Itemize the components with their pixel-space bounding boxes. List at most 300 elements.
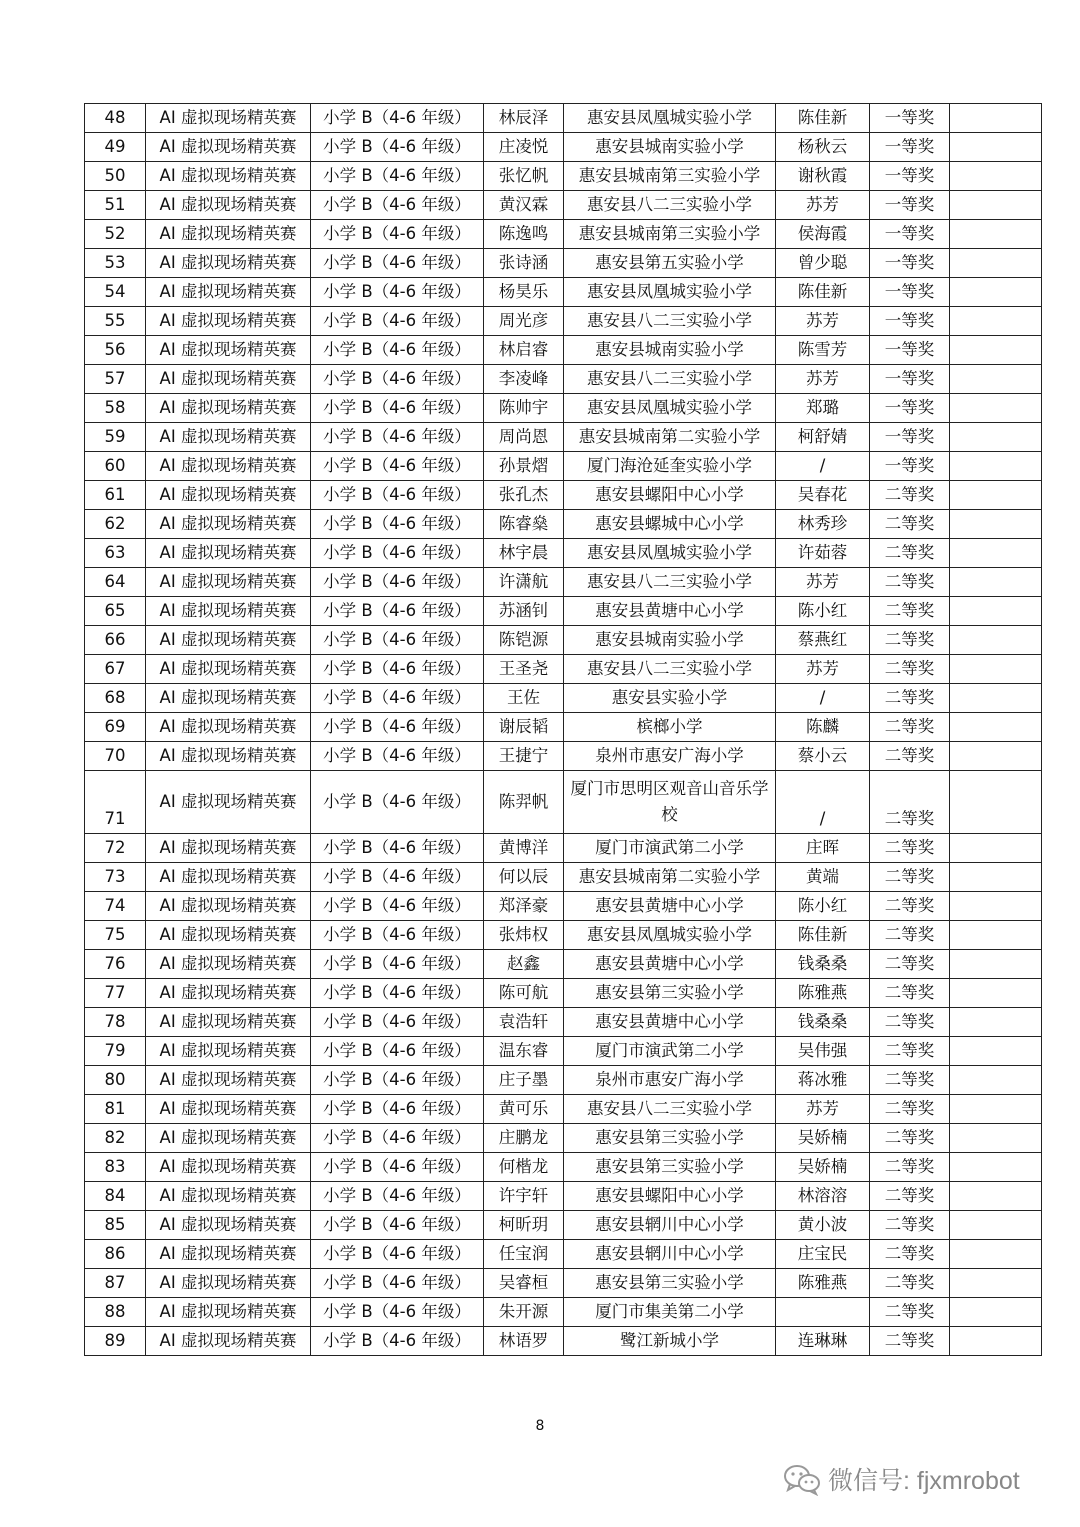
- cell-teacher: 陈佳新: [776, 278, 870, 307]
- cell-student-name: 赵鑫: [484, 950, 564, 979]
- cell-note: [950, 133, 1042, 162]
- cell-note: [950, 394, 1042, 423]
- cell-group: 小学 B（4-6 年级）: [311, 713, 484, 742]
- cell-teacher: 陈雪芳: [776, 336, 870, 365]
- cell-school: 惠安县城南第二实验小学: [564, 863, 776, 892]
- cell-note: [950, 1066, 1042, 1095]
- cell-student-name: 吴睿桓: [484, 1269, 564, 1298]
- cell-event: AI 虚拟现场精英赛: [146, 597, 311, 626]
- cell-teacher: 吴娇楠: [776, 1153, 870, 1182]
- table-row: [85, 921, 1042, 950]
- table-row: [85, 1298, 1042, 1327]
- table-row: [85, 834, 1042, 863]
- cell-school: 惠安县城南第二实验小学: [564, 423, 776, 452]
- cell-event: AI 虚拟现场精英赛: [146, 1037, 311, 1066]
- cell-no: 54: [85, 278, 146, 307]
- cell-student-name: 何以辰: [484, 863, 564, 892]
- cell-no: 52: [85, 220, 146, 249]
- cell-award: 一等奖: [870, 191, 950, 220]
- table-row: [85, 597, 1042, 626]
- cell-school: 惠安县凤凰城实验小学: [564, 539, 776, 568]
- table-row: [85, 539, 1042, 568]
- table-row: [85, 365, 1042, 394]
- cell-student-name: 柯昕玥: [484, 1211, 564, 1240]
- cell-note: [950, 1124, 1042, 1153]
- cell-note: [950, 863, 1042, 892]
- cell-no: 79: [85, 1037, 146, 1066]
- cell-no: 50: [85, 162, 146, 191]
- cell-event: AI 虚拟现场精英赛: [146, 684, 311, 713]
- cell-school: 鹭江新城小学: [564, 1327, 776, 1356]
- cell-teacher: /: [776, 771, 870, 834]
- cell-note: [950, 1327, 1042, 1356]
- cell-teacher: 黄端: [776, 863, 870, 892]
- cell-no: 57: [85, 365, 146, 394]
- cell-award: 二等奖: [870, 1095, 950, 1124]
- table-row: [85, 394, 1042, 423]
- table-row: [85, 626, 1042, 655]
- cell-award: 二等奖: [870, 684, 950, 713]
- cell-award: 二等奖: [870, 771, 950, 834]
- cell-teacher: 蔡小云: [776, 742, 870, 771]
- cell-school: 惠安县凤凰城实验小学: [564, 278, 776, 307]
- cell-student-name: 黄博洋: [484, 834, 564, 863]
- cell-award: 二等奖: [870, 539, 950, 568]
- cell-student-name: 朱开源: [484, 1298, 564, 1327]
- cell-group: 小学 B（4-6 年级）: [311, 950, 484, 979]
- cell-group: 小学 B（4-6 年级）: [311, 1298, 484, 1327]
- cell-group: 小学 B（4-6 年级）: [311, 1211, 484, 1240]
- cell-school: 惠安县辋川中心小学: [564, 1240, 776, 1269]
- cell-event: AI 虚拟现场精英赛: [146, 1211, 311, 1240]
- cell-no: 83: [85, 1153, 146, 1182]
- cell-event: AI 虚拟现场精英赛: [146, 892, 311, 921]
- cell-award: 二等奖: [870, 481, 950, 510]
- cell-event: AI 虚拟现场精英赛: [146, 834, 311, 863]
- cell-teacher: 连琳琳: [776, 1327, 870, 1356]
- table-row: [85, 133, 1042, 162]
- cell-note: [950, 481, 1042, 510]
- cell-note: [950, 568, 1042, 597]
- cell-student-name: 陈逸鸣: [484, 220, 564, 249]
- cell-student-name: 陈羿帆: [484, 771, 564, 834]
- cell-teacher: 苏芳: [776, 191, 870, 220]
- table-row: [85, 452, 1042, 481]
- cell-teacher: 苏芳: [776, 307, 870, 336]
- table-row: [85, 771, 1042, 834]
- cell-student-name: 陈睿燊: [484, 510, 564, 539]
- cell-note: [950, 249, 1042, 278]
- table-row: [85, 104, 1042, 133]
- cell-student-name: 林辰泽: [484, 104, 564, 133]
- cell-student-name: 温东睿: [484, 1037, 564, 1066]
- cell-award: 二等奖: [870, 626, 950, 655]
- cell-no: 58: [85, 394, 146, 423]
- cell-student-name: 王佐: [484, 684, 564, 713]
- cell-note: [950, 892, 1042, 921]
- cell-no: 67: [85, 655, 146, 684]
- cell-teacher: 陈小红: [776, 892, 870, 921]
- cell-student-name: 王捷宁: [484, 742, 564, 771]
- cell-school: 惠安县螺阳中心小学: [564, 1182, 776, 1211]
- cell-school: 泉州市惠安广海小学: [564, 742, 776, 771]
- cell-teacher: 吴伟强: [776, 1037, 870, 1066]
- cell-student-name: 张孔杰: [484, 481, 564, 510]
- wechat-watermark: [782, 1461, 1062, 1497]
- cell-school: 惠安县八二三实验小学: [564, 191, 776, 220]
- cell-group: 小学 B（4-6 年级）: [311, 307, 484, 336]
- cell-event: AI 虚拟现场精英赛: [146, 1095, 311, 1124]
- cell-note: [950, 452, 1042, 481]
- cell-school: 惠安县第三实验小学: [564, 979, 776, 1008]
- cell-teacher: 林秀珍: [776, 510, 870, 539]
- cell-group: 小学 B（4-6 年级）: [311, 220, 484, 249]
- cell-teacher: 林溶溶: [776, 1182, 870, 1211]
- cell-group: 小学 B（4-6 年级）: [311, 162, 484, 191]
- cell-school: 惠安县城南实验小学: [564, 626, 776, 655]
- cell-teacher: 庄宝民: [776, 1240, 870, 1269]
- cell-award: 二等奖: [870, 1182, 950, 1211]
- table-row: [85, 191, 1042, 220]
- cell-teacher: 苏芳: [776, 1095, 870, 1124]
- cell-note: [950, 510, 1042, 539]
- cell-teacher: [776, 1298, 870, 1327]
- cell-event: AI 虚拟现场精英赛: [146, 1298, 311, 1327]
- cell-event: AI 虚拟现场精英赛: [146, 481, 311, 510]
- cell-note: [950, 278, 1042, 307]
- cell-no: 59: [85, 423, 146, 452]
- cell-no: 48: [85, 104, 146, 133]
- cell-award: 一等奖: [870, 104, 950, 133]
- cell-group: 小学 B（4-6 年级）: [311, 510, 484, 539]
- cell-event: AI 虚拟现场精英赛: [146, 539, 311, 568]
- cell-event: AI 虚拟现场精英赛: [146, 742, 311, 771]
- cell-event: AI 虚拟现场精英赛: [146, 365, 311, 394]
- cell-teacher: 郑璐: [776, 394, 870, 423]
- cell-group: 小学 B（4-6 年级）: [311, 1037, 484, 1066]
- cell-event: AI 虚拟现场精英赛: [146, 423, 311, 452]
- cell-group: 小学 B（4-6 年级）: [311, 1066, 484, 1095]
- table-row: [85, 1182, 1042, 1211]
- cell-group: 小学 B（4-6 年级）: [311, 655, 484, 684]
- cell-group: 小学 B（4-6 年级）: [311, 1124, 484, 1153]
- cell-no: 68: [85, 684, 146, 713]
- cell-note: [950, 1095, 1042, 1124]
- table-row: [85, 863, 1042, 892]
- cell-group: 小学 B（4-6 年级）: [311, 336, 484, 365]
- cell-group: 小学 B（4-6 年级）: [311, 568, 484, 597]
- cell-student-name: 林启睿: [484, 336, 564, 365]
- cell-teacher: 吴春花: [776, 481, 870, 510]
- cell-award: 一等奖: [870, 394, 950, 423]
- cell-teacher: 钱桑桑: [776, 1008, 870, 1037]
- cell-event: AI 虚拟现场精英赛: [146, 394, 311, 423]
- cell-school: 惠安县凤凰城实验小学: [564, 921, 776, 950]
- cell-student-name: 何楷龙: [484, 1153, 564, 1182]
- cell-school: 惠安县八二三实验小学: [564, 655, 776, 684]
- cell-school: 惠安县八二三实验小学: [564, 1095, 776, 1124]
- cell-group: 小学 B（4-6 年级）: [311, 742, 484, 771]
- cell-event: AI 虚拟现场精英赛: [146, 452, 311, 481]
- cell-no: 62: [85, 510, 146, 539]
- cell-student-name: 陈铠源: [484, 626, 564, 655]
- cell-group: 小学 B（4-6 年级）: [311, 979, 484, 1008]
- cell-note: [950, 365, 1042, 394]
- cell-note: [950, 1211, 1042, 1240]
- cell-no: 60: [85, 452, 146, 481]
- cell-event: AI 虚拟现场精英赛: [146, 510, 311, 539]
- table-body: [85, 104, 1042, 1356]
- cell-no: 88: [85, 1298, 146, 1327]
- cell-student-name: 庄子墨: [484, 1066, 564, 1095]
- cell-note: [950, 104, 1042, 133]
- cell-award: 二等奖: [870, 1124, 950, 1153]
- cell-group: 小学 B（4-6 年级）: [311, 1327, 484, 1356]
- cell-event: AI 虚拟现场精英赛: [146, 863, 311, 892]
- cell-school: 惠安县凤凰城实验小学: [564, 394, 776, 423]
- cell-event: AI 虚拟现场精英赛: [146, 626, 311, 655]
- cell-note: [950, 191, 1042, 220]
- cell-school: 惠安县第三实验小学: [564, 1124, 776, 1153]
- cell-event: AI 虚拟现场精英赛: [146, 220, 311, 249]
- cell-event: AI 虚拟现场精英赛: [146, 568, 311, 597]
- cell-note: [950, 1153, 1042, 1182]
- table-row: [85, 1153, 1042, 1182]
- cell-student-name: 郑泽豪: [484, 892, 564, 921]
- cell-group: 小学 B（4-6 年级）: [311, 684, 484, 713]
- cell-school: 惠安县辋川中心小学: [564, 1211, 776, 1240]
- cell-note: [950, 1240, 1042, 1269]
- cell-event: AI 虚拟现场精英赛: [146, 162, 311, 191]
- cell-event: AI 虚拟现场精英赛: [146, 979, 311, 1008]
- cell-student-name: 张诗涵: [484, 249, 564, 278]
- cell-group: 小学 B（4-6 年级）: [311, 771, 484, 834]
- cell-note: [950, 336, 1042, 365]
- cell-teacher: 陈小红: [776, 597, 870, 626]
- cell-school: 惠安县城南实验小学: [564, 133, 776, 162]
- cell-note: [950, 771, 1042, 834]
- cell-school: 厦门市演武第二小学: [564, 834, 776, 863]
- table-row: [85, 950, 1042, 979]
- cell-no: 78: [85, 1008, 146, 1037]
- cell-no: 72: [85, 834, 146, 863]
- cell-teacher: 侯海霞: [776, 220, 870, 249]
- cell-teacher: 陈佳新: [776, 921, 870, 950]
- table-row: [85, 307, 1042, 336]
- table-row: [85, 1008, 1042, 1037]
- table-row: [85, 742, 1042, 771]
- cell-event: AI 虚拟现场精英赛: [146, 1066, 311, 1095]
- cell-note: [950, 220, 1042, 249]
- cell-event: AI 虚拟现场精英赛: [146, 104, 311, 133]
- cell-note: [950, 834, 1042, 863]
- cell-event: AI 虚拟现场精英赛: [146, 771, 311, 834]
- watermark-text: 微信号: fjxmrobot: [828, 1467, 1020, 1495]
- cell-no: 82: [85, 1124, 146, 1153]
- cell-student-name: 王圣尧: [484, 655, 564, 684]
- cell-event: AI 虚拟现场精英赛: [146, 921, 311, 950]
- cell-student-name: 孙景熠: [484, 452, 564, 481]
- cell-event: AI 虚拟现场精英赛: [146, 1269, 311, 1298]
- cell-award: 二等奖: [870, 979, 950, 1008]
- cell-school: 惠安县凤凰城实验小学: [564, 104, 776, 133]
- cell-event: AI 虚拟现场精英赛: [146, 713, 311, 742]
- cell-award: 一等奖: [870, 220, 950, 249]
- cell-no: 71: [85, 771, 146, 834]
- cell-award: 二等奖: [870, 742, 950, 771]
- cell-no: 73: [85, 863, 146, 892]
- cell-award: 二等奖: [870, 863, 950, 892]
- cell-award: 二等奖: [870, 1269, 950, 1298]
- cell-note: [950, 742, 1042, 771]
- page-number: 8: [535, 1418, 545, 1434]
- cell-no: 61: [85, 481, 146, 510]
- cell-award: 一等奖: [870, 249, 950, 278]
- cell-no: 80: [85, 1066, 146, 1095]
- cell-school: 惠安县八二三实验小学: [564, 568, 776, 597]
- cell-award: 二等奖: [870, 950, 950, 979]
- cell-event: AI 虚拟现场精英赛: [146, 1008, 311, 1037]
- cell-no: 77: [85, 979, 146, 1008]
- cell-award: 二等奖: [870, 510, 950, 539]
- cell-event: AI 虚拟现场精英赛: [146, 1240, 311, 1269]
- cell-student-name: 陈帅宇: [484, 394, 564, 423]
- cell-award: 二等奖: [870, 921, 950, 950]
- cell-school: 厦门海沧延奎实验小学: [564, 452, 776, 481]
- cell-group: 小学 B（4-6 年级）: [311, 249, 484, 278]
- cell-no: 89: [85, 1327, 146, 1356]
- cell-group: 小学 B（4-6 年级）: [311, 1153, 484, 1182]
- cell-note: [950, 626, 1042, 655]
- cell-award: 二等奖: [870, 655, 950, 684]
- cell-school: 惠安县黄塘中心小学: [564, 892, 776, 921]
- cell-no: 55: [85, 307, 146, 336]
- cell-award: 一等奖: [870, 307, 950, 336]
- cell-student-name: 袁浩轩: [484, 1008, 564, 1037]
- cell-note: [950, 162, 1042, 191]
- cell-note: [950, 921, 1042, 950]
- cell-group: 小学 B（4-6 年级）: [311, 191, 484, 220]
- cell-event: AI 虚拟现场精英赛: [146, 655, 311, 684]
- table-row: [85, 423, 1042, 452]
- cell-note: [950, 307, 1042, 336]
- cell-no: 69: [85, 713, 146, 742]
- cell-event: AI 虚拟现场精英赛: [146, 191, 311, 220]
- table-row: [85, 1240, 1042, 1269]
- cell-student-name: 谢辰韬: [484, 713, 564, 742]
- cell-award: 二等奖: [870, 834, 950, 863]
- cell-student-name: 周尚恩: [484, 423, 564, 452]
- table-row: [85, 1124, 1042, 1153]
- cell-student-name: 李凌峰: [484, 365, 564, 394]
- cell-group: 小学 B（4-6 年级）: [311, 133, 484, 162]
- cell-school: 泉州市惠安广海小学: [564, 1066, 776, 1095]
- cell-award: 二等奖: [870, 1240, 950, 1269]
- cell-student-name: 苏涵钊: [484, 597, 564, 626]
- cell-group: 小学 B（4-6 年级）: [311, 539, 484, 568]
- table-row: [85, 220, 1042, 249]
- cell-event: AI 虚拟现场精英赛: [146, 1327, 311, 1356]
- cell-teacher: 陈佳新: [776, 104, 870, 133]
- cell-note: [950, 655, 1042, 684]
- cell-student-name: 黄可乐: [484, 1095, 564, 1124]
- cell-school: 惠安县城南实验小学: [564, 336, 776, 365]
- cell-award: 二等奖: [870, 597, 950, 626]
- cell-note: [950, 979, 1042, 1008]
- table-row: [85, 1095, 1042, 1124]
- cell-group: 小学 B（4-6 年级）: [311, 452, 484, 481]
- cell-no: 65: [85, 597, 146, 626]
- cell-group: 小学 B（4-6 年级）: [311, 1095, 484, 1124]
- cell-school: 厦门市思明区观音山音乐学校: [564, 771, 776, 834]
- cell-note: [950, 713, 1042, 742]
- wechat-icon: [782, 1462, 822, 1496]
- cell-student-name: 张炜权: [484, 921, 564, 950]
- cell-teacher: 柯舒婧: [776, 423, 870, 452]
- table-row: [85, 1327, 1042, 1356]
- cell-note: [950, 1298, 1042, 1327]
- table-row: [85, 249, 1042, 278]
- cell-no: 84: [85, 1182, 146, 1211]
- cell-no: 70: [85, 742, 146, 771]
- table-row: [85, 713, 1042, 742]
- cell-student-name: 任宝润: [484, 1240, 564, 1269]
- cell-school: 惠安县八二三实验小学: [564, 307, 776, 336]
- cell-group: 小学 B（4-6 年级）: [311, 597, 484, 626]
- cell-school: 惠安县黄塘中心小学: [564, 1008, 776, 1037]
- cell-note: [950, 1269, 1042, 1298]
- cell-award: 二等奖: [870, 1327, 950, 1356]
- table-row: [85, 278, 1042, 307]
- cell-student-name: 许宇轩: [484, 1182, 564, 1211]
- table-row: [85, 1269, 1042, 1298]
- cell-student-name: 周光彦: [484, 307, 564, 336]
- cell-no: 81: [85, 1095, 146, 1124]
- cell-no: 63: [85, 539, 146, 568]
- table-row: [85, 684, 1042, 713]
- cell-school: 惠安县城南第三实验小学: [564, 220, 776, 249]
- cell-note: [950, 539, 1042, 568]
- cell-award: 二等奖: [870, 713, 950, 742]
- cell-teacher: 苏芳: [776, 365, 870, 394]
- table-row: [85, 1037, 1042, 1066]
- cell-group: 小学 B（4-6 年级）: [311, 1182, 484, 1211]
- cell-teacher: 钱桑桑: [776, 950, 870, 979]
- cell-teacher: /: [776, 452, 870, 481]
- cell-event: AI 虚拟现场精英赛: [146, 950, 311, 979]
- cell-student-name: 杨昊乐: [484, 278, 564, 307]
- cell-no: 75: [85, 921, 146, 950]
- cell-teacher: 曾少聪: [776, 249, 870, 278]
- cell-school: 惠安县黄塘中心小学: [564, 597, 776, 626]
- cell-teacher: 苏芳: [776, 655, 870, 684]
- cell-award: 二等奖: [870, 1037, 950, 1066]
- cell-note: [950, 1037, 1042, 1066]
- cell-event: AI 虚拟现场精英赛: [146, 278, 311, 307]
- cell-group: 小学 B（4-6 年级）: [311, 1240, 484, 1269]
- cell-group: 小学 B（4-6 年级）: [311, 892, 484, 921]
- cell-award: 二等奖: [870, 1211, 950, 1240]
- cell-student-name: 陈可航: [484, 979, 564, 1008]
- cell-group: 小学 B（4-6 年级）: [311, 626, 484, 655]
- cell-teacher: 陈麟: [776, 713, 870, 742]
- cell-student-name: 林语罗: [484, 1327, 564, 1356]
- cell-note: [950, 950, 1042, 979]
- cell-teacher: 黄小波: [776, 1211, 870, 1240]
- cell-teacher: 庄晖: [776, 834, 870, 863]
- cell-teacher: 许茹蓉: [776, 539, 870, 568]
- cell-school: 惠安县第三实验小学: [564, 1153, 776, 1182]
